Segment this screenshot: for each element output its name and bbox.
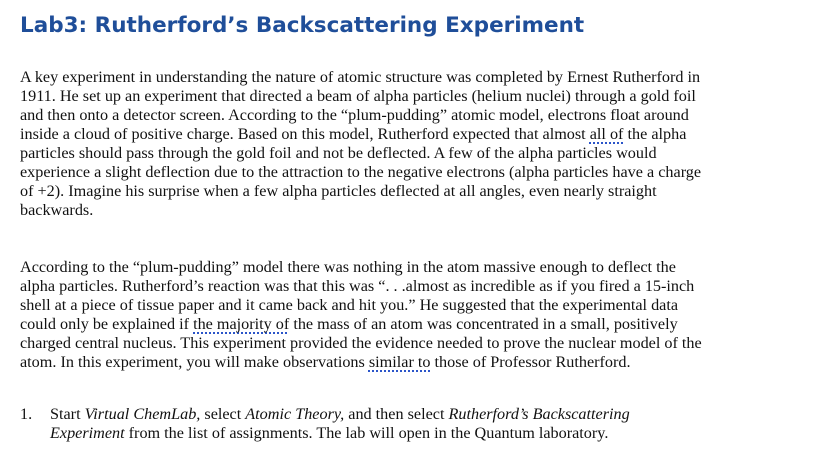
intro-paragraph: [20, 68, 701, 220]
grammar-flagged-text[interactable]: all of: [589, 125, 624, 143]
list-item-line: [50, 424, 630, 443]
italic-text: Experiment: [50, 424, 125, 442]
grammar-flagged-text[interactable]: similar to: [368, 353, 431, 371]
paragraph-line: and then onto a detector screen. According to the “plum-pudding” atomic model, electrons float around: [20, 106, 689, 124]
paragraph-line: [20, 125, 701, 144]
paragraph-line: [20, 315, 702, 334]
list-number: 1.: [20, 405, 33, 423]
italic-text: Atomic Theory,: [245, 405, 345, 423]
paragraph-line: of +2). Imagine his surprise when a few alpha particles deflected at all angles, even nearly straight: [20, 182, 657, 200]
italic-text: Rutherford’s Backscattering: [448, 405, 630, 423]
paragraph-line: 1911. He set up an experiment that directed a beam of alpha particles (helium nuclei) through a gold foil: [20, 87, 696, 105]
paragraph-line: [20, 353, 702, 372]
paragraph-line: According to the “plum-pudding” model there was nothing in the atom massive enough to deflect the: [20, 258, 676, 276]
text-run: the mass of an atom was concentrated in a small, positively: [289, 315, 678, 333]
paragraph-line: particles should pass through the gold foil and not be deflected. A few of the alpha particles would: [20, 144, 657, 162]
paragraph-line: backwards.: [20, 201, 94, 219]
text-run: inside a cloud of positive charge. Based on this model, Rutherford expected that almost: [20, 125, 590, 143]
paragraph-line: A key experiment in understanding the nature of atomic structure was completed by Ernest Rutherford in: [20, 68, 701, 86]
paragraph-line: alpha particles. Rutherford’s reaction was that this was “. . .almost as incredible as if you fired a 15-inch: [20, 277, 695, 295]
model-paragraph: [20, 258, 702, 372]
document-title: Lab3: Rutherford’s Backscattering Experiment: [20, 13, 585, 38]
text-run: atom. In this experiment, you will make observations: [20, 353, 369, 371]
text-run: select: [200, 405, 246, 423]
grammar-flagged-text[interactable]: the majority of: [193, 315, 290, 333]
text-run: those of Professor Rutherford.: [430, 353, 631, 371]
paragraph-line: experience a slight deflection due to the attraction to the negative electrons (alpha particles have a charge: [20, 163, 702, 181]
text-run: and then select: [344, 405, 449, 423]
text-run: the alpha: [623, 125, 687, 143]
text-run: could only be explained if: [20, 315, 194, 333]
italic-text: Virtual ChemLab,: [84, 405, 201, 423]
list-item-line: [50, 405, 630, 424]
paragraph-line: charged central nucleus. This experiment provided the evidence needed to prove the nuclear model of the: [20, 334, 702, 352]
text-run: from the list of assignments. The lab will open in the Quantum laboratory.: [124, 424, 609, 442]
list-item-text: [50, 405, 630, 443]
text-run: Start: [50, 405, 85, 423]
paragraph-line: shell at a piece of tissue paper and it came back and hit you.” He suggested that the experimental data: [20, 296, 679, 314]
